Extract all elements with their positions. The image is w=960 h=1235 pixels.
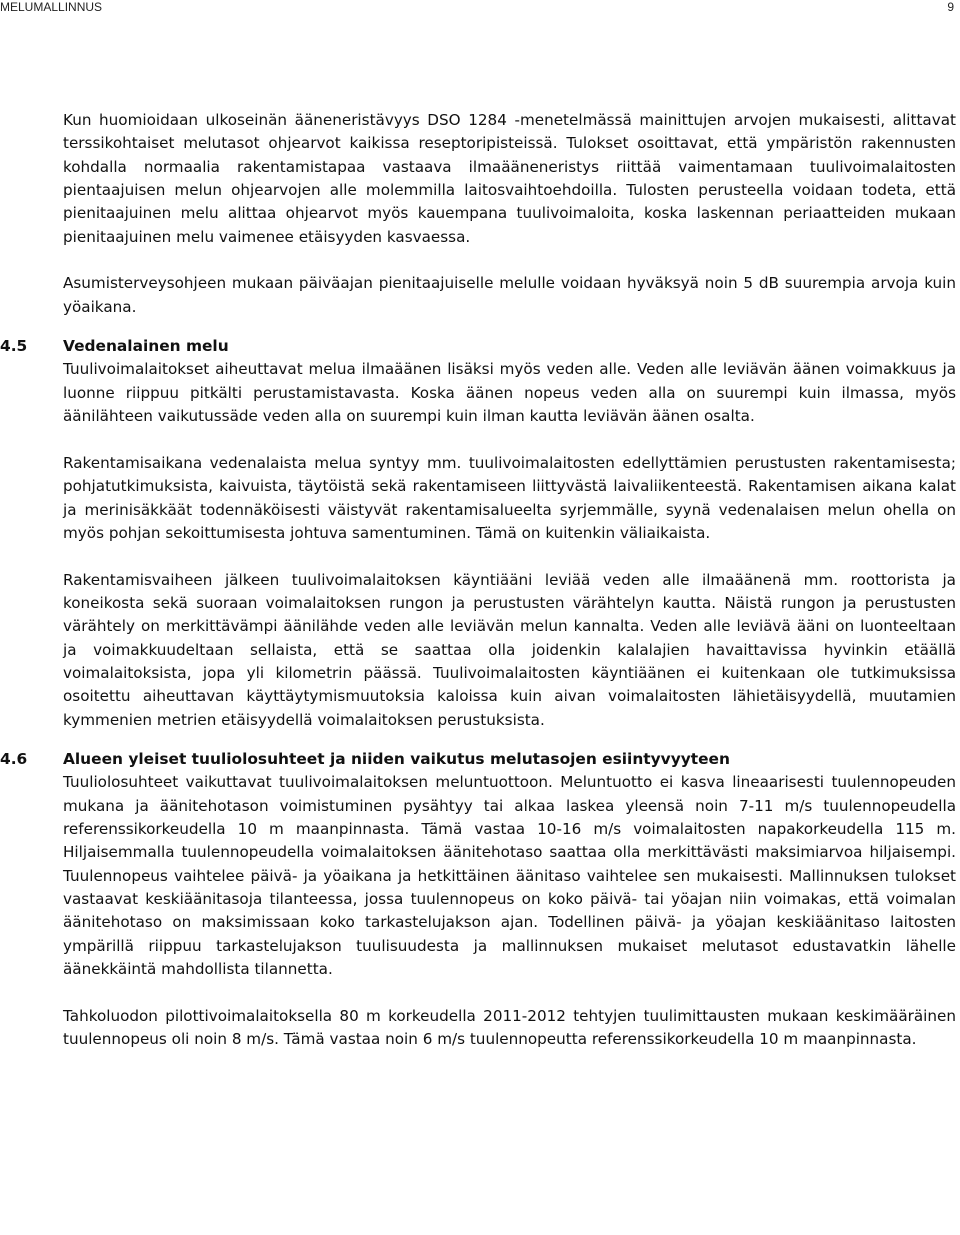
section-number: 4.6 bbox=[0, 749, 28, 768]
paragraph: Tahkoluodon pilottivoimalaitoksella 80 m korkeudella 2011-2012 tehtyjen tuulimittausten mukaan keskimääräinen tuulennopeus oli noin 8 m/s. Tämä vastaa noin 6 m/s tuulennopeutta referenssikorkeudella 10 m maanpinnasta. bbox=[63, 1006, 956, 1049]
paragraph: Tuulivoimalaitokset aiheuttavat melua ilmaäänen lisäksi myös veden alle. Veden alle leviävän äänen voimakkuus ja luonne riippuu pitkälti perustamistavasta. Koska äänen nopeus veden alla on suurempi kuin ilmassa, myös äänilähteen vaikutussäde veden alla on suurempi kuin ilman kautta leviävän äänen osalta. bbox=[63, 360, 956, 426]
section-4-5 bbox=[0, 335, 956, 732]
paragraph: Rakentamisvaiheen jälkeen tuulivoimalaitoksen käyntiääni leviää veden alle ilmaäänenä mm. roottorista ja koneikosta sekä suoraan voimalaitoksen rungon ja perustusten värähtelyn kautta. Näistä rungon ja perustusten värähtely on merkittävämpi äänilähde veden alle leviävän melun kannalta. Veden alle leviävä ääni on luonteeltaan ja voimakkuudeltaan sellaista, että se saattaa olla joidenkin kalalajien havaittavissa hyvinkin etäällä voimalaitoksista, jopa yli kilometrin päässä. Tuulivoimalaitosten käyntiäänen ei kuitenkaan ole tutkimuksissa osoitettu aiheuttavan käyttäytymismuutoksia kaloissa kuin aivan voimalaitosten lähietäisyydellä, muutamien kymmenien metrien etäisyydellä voimalaitoksen perustuksista. bbox=[63, 570, 956, 729]
paragraph: Tuuliolosuhteet vaikuttavat tuulivoimalaitoksen meluntuottoon. Meluntuotto ei kasva lineaarisesti tuulennopeuden mukana ja äänitehotason voimistuminen pysähtyy tai alkaa laskea yleensä noin 7-11 m/s tuulennopeudella referenssikorkeudella 10 m maanpinnasta. Tämä vastaa 10-16 m/s voimalaitosten napakorkeudella 115 m. Hiljaisemmalla tuulennopeudella voimalaitoksen äänitehotaso saattaa olla merkittävästi maksimiarvoa hiljaisempi. Tuulennopeus vaihtelee päivä- ja yöaikana ja hetkittäinen äänitaso vaihtelee sen mukaisesti. Mallinnuksen tulokset vastaavat keskiäänitasoja tilanteessa, jossa tuulennopeus on koko päivä- tai yöajan niin voimakas, että voimalan äänitehotaso on maksimissaan koko tarkastelujakson ajan. Todellinen päivä- ja yöajan keskiäänitaso laitosten ympärillä riippuu tarkastelujakson tuulisuudesta ja mallinnuksen mukaiset melutasot edustavatkin lähelle äänekkäintä mahdollista tilannetta. bbox=[63, 773, 956, 979]
running-header bbox=[0, 0, 960, 14]
header-title: MELUMALLINNUS bbox=[0, 0, 103, 14]
section-number: 4.5 bbox=[0, 337, 28, 356]
paragraph: Asumisterveysohjeen mukaan päiväajan pienitaajuiselle melulle voidaan hyväksyä noin 5 dB suurempia arvoja kuin yöaikana. bbox=[63, 274, 956, 316]
page-number: 9 bbox=[947, 0, 954, 14]
paragraph: Kun huomioidaan ulkoseinän ääneneristävyys DSO 1284 -menetelmässä mainittujen arvojen mukaisesti, alittavat terssikohtaiset melutasot ohjearvot kaikissa reseptoripisteissä. Tulokset osoittavat, että ympäristön rakennusten kohdalla normaalia rakentamistapaa vastaava ilmaääneneristys riittää vaimentamaan tuulivoimalaitosten pientaajuisen melun ohjearvojen alle molemmilla laitosvaihtoehdoilla. Tulosten perusteella voidaan todeta, että pienitaajuinen melu alittaa ohjearvot myös kauempana tuulivoimaloita, koska laskennan periaatteiden mukaan pienitaajuinen melu vaimenee etäisyyden kasvaessa. bbox=[63, 111, 956, 246]
section-heading bbox=[0, 335, 956, 358]
section-title: Alueen yleiset tuuliolosuhteet ja niiden vaikutus melutasojen esiintyvyyteen bbox=[63, 749, 730, 768]
section-4-6 bbox=[0, 748, 956, 1051]
document-body bbox=[0, 109, 956, 1051]
section-heading bbox=[0, 748, 956, 771]
paragraph: Rakentamisaikana vedenalaista melua syntyy mm. tuulivoimalaitosten edellyttämien perustusten rakentamisesta; pohjatutkimuksista, kaivuista, täytöistä sekä rakentamiseen liittyvästä laivaliikenteestä. Rakentamisen aikana kalat ja merinisäkkäät todennäköisesti väistyvät rakentamisalueelta syrjemmälle, syynä vedenalaisen melun ohella on myös pohjan sekoittumisesta johtuva samentuminen. Tämä on kuitenkin väliaikaista. bbox=[63, 453, 956, 542]
section-title: Vedenalainen melu bbox=[63, 337, 229, 356]
